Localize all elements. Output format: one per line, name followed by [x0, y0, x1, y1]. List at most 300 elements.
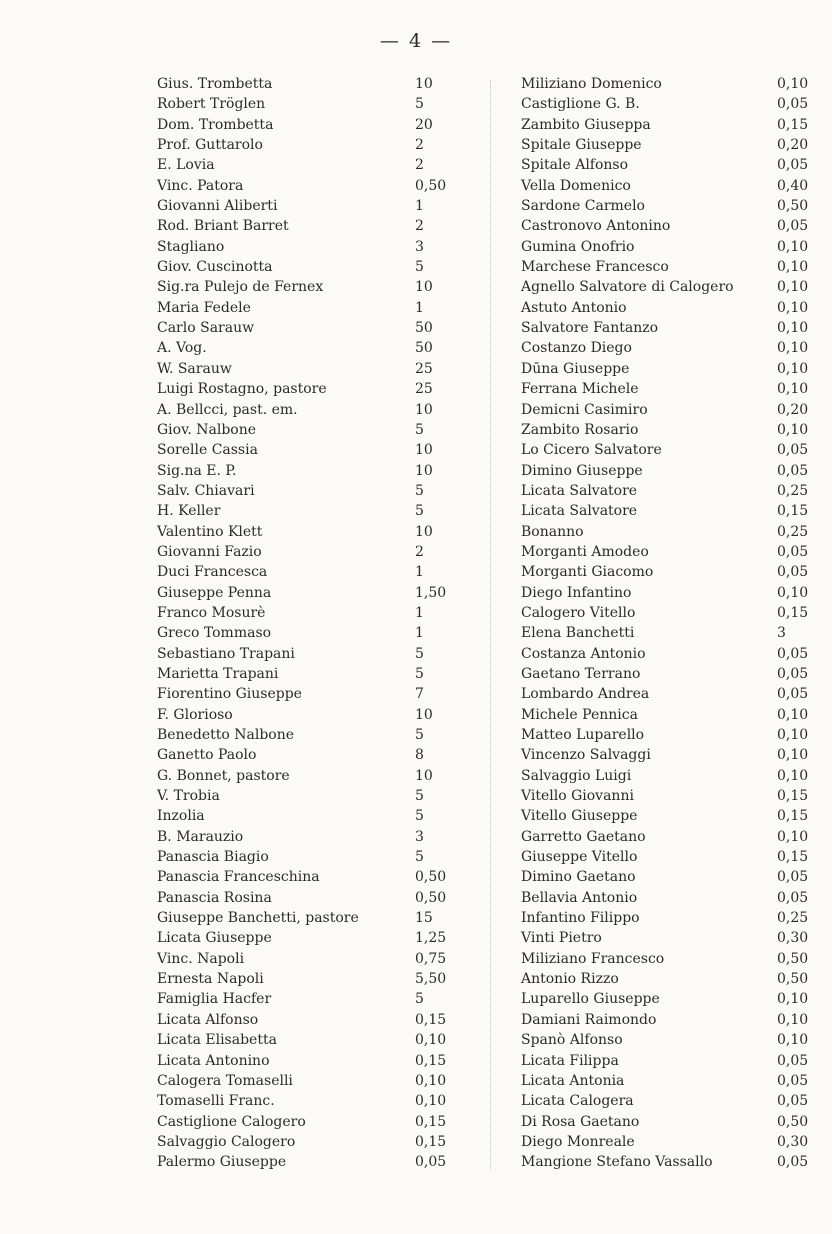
donor-name: Vinc. Napoli: [157, 950, 245, 967]
donor-row: [157, 1152, 457, 1172]
column-divider: [490, 80, 491, 1170]
donation-amount: 0,05: [777, 889, 809, 906]
donor-name: Antonio Rizzo: [521, 971, 619, 988]
donor-row: [157, 1051, 457, 1071]
donor-name: Gius. Trombetta: [157, 76, 273, 92]
donor-row: [157, 888, 457, 908]
donor-name: Miliziano Domenico: [521, 76, 662, 92]
donor-name: Elena Banchetti: [521, 625, 635, 642]
donor-row: [521, 237, 819, 257]
donation-amount: 0,30: [777, 1133, 809, 1150]
donation-amount: 0,10: [777, 747, 809, 764]
donor-row: [157, 684, 457, 704]
donor-name: Panascia Biagio: [157, 849, 269, 866]
donor-row: [157, 949, 457, 969]
donor-name: Spitale Alfonso: [521, 157, 629, 174]
donor-name: Garretto Gaetano: [521, 828, 646, 845]
donor-name: Calogero Vitello: [521, 604, 636, 621]
donor-name: A. Vog.: [157, 340, 207, 357]
donor-name: Astuto Antonio: [521, 299, 627, 316]
donor-name: Giuseppe Vitello: [521, 849, 638, 866]
donor-row: [157, 461, 457, 481]
donation-amount: 10: [415, 279, 433, 296]
donor-row: [521, 908, 819, 928]
donation-amount: 0,15: [415, 1052, 447, 1069]
donor-name: Licata Elisabetta: [157, 1032, 277, 1049]
donor-row: [157, 400, 457, 420]
donation-amount: 0,75: [415, 950, 447, 967]
donor-row: [157, 176, 457, 196]
donor-name: Ganetto Paolo: [157, 747, 257, 764]
donor-row: [521, 379, 819, 399]
donor-name: Castiglione Calogero: [157, 1113, 306, 1130]
donor-row: [157, 318, 457, 338]
donation-amount: 0,15: [777, 503, 809, 520]
donor-name: Giovanni Fazio: [157, 543, 262, 560]
donor-name: W. Sarauw: [157, 360, 232, 377]
donor-name: Spitale Giuseppe: [521, 137, 642, 154]
donor-name: Licata Antonino: [157, 1052, 270, 1069]
donor-name: G. Bonnet, pastore: [157, 767, 290, 784]
donation-amount: 0,15: [777, 788, 809, 805]
donor-row: [521, 542, 819, 562]
donation-amount: 0,05: [777, 564, 809, 581]
donation-amount: 1: [415, 604, 424, 621]
donation-amount: 0,15: [415, 1113, 447, 1130]
donor-row: [157, 827, 457, 847]
donor-name: V. Trobia: [157, 788, 220, 805]
right-column: [521, 74, 819, 1173]
donor-row: [157, 847, 457, 867]
donation-amount: 5: [415, 788, 424, 805]
donation-amount: 1: [415, 198, 424, 215]
donation-amount: 0,15: [777, 808, 809, 825]
donor-row: [157, 989, 457, 1009]
donor-row: [157, 786, 457, 806]
donor-name: Michele Pennica: [521, 706, 638, 723]
donor-name: Dimino Gaetano: [521, 869, 636, 886]
donation-amount: 0,10: [777, 421, 809, 438]
donor-name: Franco Mosurè: [157, 604, 266, 621]
donor-row: [157, 928, 457, 948]
donor-name: Lo Cicero Salvatore: [521, 442, 662, 459]
donation-amount: 10: [415, 442, 433, 459]
donor-row: [157, 664, 457, 684]
donor-name: Giov. Cuscinotta: [157, 259, 273, 276]
donation-amount: 1: [415, 564, 424, 581]
donor-row: [521, 481, 819, 501]
donation-amount: 10: [415, 76, 433, 92]
donation-amount: 0,10: [777, 238, 809, 255]
donation-amount: 0,10: [777, 76, 809, 92]
donation-amount: 2: [415, 543, 424, 560]
donation-amount: 2: [415, 137, 424, 154]
donor-name: Morganti Amodeo: [521, 543, 649, 560]
donor-name: Luparello Giuseppe: [521, 991, 660, 1008]
donor-name: Sorelle Cassia: [157, 442, 258, 459]
donation-amount: 3: [777, 625, 786, 642]
donor-row: [521, 725, 819, 745]
donor-name: Prof. Guttarolo: [157, 137, 263, 154]
donor-name: Salvatore Fantanzo: [521, 320, 659, 337]
donor-name: Luigi Rostagno, pastore: [157, 381, 327, 398]
donor-name: Matteo Luparello: [521, 727, 645, 743]
donor-row: [521, 603, 819, 623]
donation-amount: 0,05: [777, 442, 809, 459]
donor-name: F. Glorioso: [157, 706, 233, 723]
donation-amount: 0,05: [777, 1093, 809, 1110]
donor-row: [521, 1132, 819, 1152]
donor-name: Tomaselli Franc.: [157, 1093, 275, 1110]
donor-row: [157, 1071, 457, 1091]
donor-name: Salvaggio Calogero: [157, 1133, 296, 1150]
donation-amount: 5: [415, 727, 424, 743]
donation-amount: 0,05: [777, 96, 809, 113]
donor-row: [521, 766, 819, 786]
donor-row: [521, 705, 819, 725]
donor-name: Sig.ra Pulejo de Fernex: [157, 279, 324, 296]
donor-row: [521, 298, 819, 318]
donor-row: [521, 684, 819, 704]
donation-amount: 5: [415, 665, 424, 682]
donor-row: [521, 155, 819, 175]
donation-amount: 1,50: [415, 584, 447, 601]
donor-name: Agnello Salvatore di Calogero: [521, 279, 734, 296]
donation-amount: 5: [415, 645, 424, 662]
donor-row: [521, 644, 819, 664]
donor-row: [521, 461, 819, 481]
donation-amount: 3: [415, 828, 424, 845]
donor-name: Giuseppe Penna: [157, 584, 272, 601]
donor-name: Gaetano Terrano: [521, 665, 641, 682]
donor-row: [521, 277, 819, 297]
donor-row: [157, 216, 457, 236]
donation-amount: 1: [415, 299, 424, 316]
donor-row: [157, 338, 457, 358]
donation-amount: 0,50: [415, 869, 447, 886]
donation-amount: 5: [415, 421, 424, 438]
donor-name: Zambito Giuseppa: [521, 116, 651, 133]
donation-amount: 0,05: [777, 869, 809, 886]
donor-row: [157, 644, 457, 664]
donor-name: Sebastiano Trapani: [157, 645, 295, 662]
donor-row: [157, 908, 457, 928]
donor-name: Robert Tröglen: [157, 96, 266, 113]
donor-name: Rod. Briant Barret: [157, 218, 289, 235]
donor-row: [521, 501, 819, 521]
donor-row: [521, 359, 819, 379]
donor-name: Fiorentino Giuseppe: [157, 686, 302, 703]
donor-row: [157, 745, 457, 765]
donor-row: [157, 1132, 457, 1152]
donation-amount: 0,10: [777, 767, 809, 784]
donor-name: Licata Salvatore: [521, 503, 638, 520]
donor-name: Inzolia: [157, 808, 205, 825]
donation-amount: 0,50: [415, 177, 447, 194]
donor-name: Infantino Filippo: [521, 910, 640, 927]
donor-row: [521, 135, 819, 155]
donor-name: Castiglione G. B.: [521, 96, 640, 113]
donor-row: [521, 786, 819, 806]
donor-name: Vella Domenico: [521, 177, 631, 194]
donor-row: [157, 969, 457, 989]
donor-name: Greco Tommaso: [157, 625, 272, 642]
donor-name: Panascia Franceschina: [157, 869, 320, 886]
donor-row: [157, 115, 457, 135]
donation-amount: 0,15: [777, 116, 809, 133]
donation-amount: 0,50: [415, 889, 447, 906]
donor-name: Salvaggio Luigi: [521, 767, 632, 784]
donor-row: [521, 1030, 819, 1050]
donor-name: Marietta Trapani: [157, 665, 279, 682]
donor-row: [521, 623, 819, 643]
donor-row: [157, 1091, 457, 1111]
donor-name: Vincenzo Salvaggi: [521, 747, 651, 764]
donor-row: [521, 420, 819, 440]
donation-amount: 0,10: [777, 584, 809, 601]
donor-row: [157, 725, 457, 745]
donor-name: Licata Salvatore: [521, 482, 638, 499]
donation-amount: 10: [415, 401, 433, 418]
donor-name: Giuseppe Banchetti, pastore: [157, 910, 359, 927]
donation-amount: 0,05: [777, 665, 809, 682]
donation-amount: 0,10: [777, 320, 809, 337]
donation-amount: 3: [415, 238, 424, 255]
donation-amount: 0,50: [777, 971, 809, 988]
donor-name: Carlo Sarauw: [157, 320, 255, 337]
donation-amount: 0,05: [777, 645, 809, 662]
donor-name: Giov. Nalbone: [157, 421, 257, 438]
donor-row: [521, 888, 819, 908]
donation-amount: 5: [415, 482, 424, 499]
donation-amount: 0,20: [777, 401, 809, 418]
donor-name: Salv. Chiavari: [157, 482, 255, 499]
donor-row: [521, 989, 819, 1009]
donor-row: [521, 583, 819, 603]
donor-name: Dimino Giuseppe: [521, 462, 643, 479]
donor-row: [521, 1091, 819, 1111]
donor-name: Marchese Francesco: [521, 259, 669, 276]
donation-amount: 0,05: [777, 1052, 809, 1069]
donor-name: Calogera Tomaselli: [157, 1072, 293, 1089]
donor-row: [157, 501, 457, 521]
donor-name: Diego Infantino: [521, 584, 632, 601]
donor-name: Stagliano: [157, 238, 225, 255]
donation-amount: 0,05: [777, 157, 809, 174]
donation-amount: 0,10: [415, 1093, 447, 1110]
donation-amount: 10: [415, 523, 433, 540]
donor-row: [521, 949, 819, 969]
donor-name: E. Lovia: [157, 157, 215, 174]
donor-name: Vinc. Patora: [157, 177, 244, 194]
donation-amount: 10: [415, 462, 433, 479]
donor-row: [157, 1010, 457, 1030]
donor-row: [157, 277, 457, 297]
donor-row: [521, 1051, 819, 1071]
donation-amount: 0,10: [777, 1032, 809, 1049]
donor-name: Benedetto Nalbone: [157, 727, 295, 743]
donor-row: [157, 94, 457, 114]
donor-row: [157, 359, 457, 379]
donor-row: [521, 94, 819, 114]
donation-amount: 0,05: [415, 1154, 447, 1171]
donation-amount: 0,05: [777, 543, 809, 560]
donor-row: [521, 400, 819, 420]
donor-name: Vitello Giuseppe: [521, 808, 638, 825]
donor-name: Di Rosa Gaetano: [521, 1113, 640, 1130]
donor-row: [157, 155, 457, 175]
donor-name: Dom. Trombetta: [157, 116, 274, 133]
donor-name: Giovanni Aliberti: [157, 198, 278, 215]
donor-row: [521, 969, 819, 989]
donor-row: [157, 237, 457, 257]
donation-amount: 5: [415, 96, 424, 113]
donor-name: Licata Calogera: [521, 1093, 634, 1110]
donor-row: [521, 522, 819, 542]
donation-amount: 0,50: [777, 950, 809, 967]
donation-amount: 0,10: [777, 259, 809, 276]
donation-amount: 0,25: [777, 910, 809, 927]
donation-amount: 10: [415, 767, 433, 784]
donor-name: Valentino Klett: [157, 523, 263, 540]
donation-amount: 0,50: [777, 198, 809, 215]
donor-row: [521, 257, 819, 277]
donor-name: Licata Giuseppe: [157, 930, 272, 947]
donor-name: Licata Alfonso: [157, 1011, 259, 1028]
donor-row: [521, 1152, 819, 1172]
donor-name: Licata Filippa: [521, 1052, 619, 1069]
donor-row: [157, 379, 457, 399]
donor-row: [521, 562, 819, 582]
donor-row: [521, 74, 819, 94]
donor-row: [521, 847, 819, 867]
donor-row: [157, 298, 457, 318]
donation-amount: 0,10: [777, 706, 809, 723]
donor-name: Sardone Carmelo: [521, 198, 645, 215]
donation-amount: 15: [415, 910, 433, 927]
donor-row: [521, 216, 819, 236]
donor-row: [157, 623, 457, 643]
donor-name: Castronovo Antonino: [521, 218, 671, 235]
donor-name: Gumina Onofrio: [521, 238, 635, 255]
donor-row: [157, 705, 457, 725]
donation-amount: 0,10: [777, 279, 809, 296]
donor-row: [157, 135, 457, 155]
donation-amount: 8: [415, 747, 424, 764]
donor-row: [521, 1010, 819, 1030]
donation-amount: 0,10: [777, 828, 809, 845]
donation-amount: 0,10: [777, 1011, 809, 1028]
donation-amount: 0,30: [777, 930, 809, 947]
donation-amount: 0,25: [777, 482, 809, 499]
donor-name: Damiani Raimondo: [521, 1011, 657, 1028]
donation-amount: 0,10: [777, 299, 809, 316]
donor-row: [521, 867, 819, 887]
donation-amount: 0,05: [777, 1072, 809, 1089]
donation-amount: 0,10: [415, 1032, 447, 1049]
donor-row: [521, 1071, 819, 1091]
donation-amount: 0,10: [777, 991, 809, 1008]
donation-amount: 0,10: [415, 1072, 447, 1089]
donor-row: [521, 115, 819, 135]
donor-name: Bonanno: [521, 523, 584, 540]
donor-row: [521, 664, 819, 684]
donation-amount: 20: [415, 116, 433, 133]
donation-amount: 0,20: [777, 137, 809, 154]
donation-amount: 0,40: [777, 177, 809, 194]
page-number: — 4 —: [379, 30, 453, 52]
donation-amount: 0,50: [777, 1113, 809, 1130]
donor-name: Bellavia Antonio: [521, 889, 638, 906]
left-column: [157, 74, 457, 1173]
donor-name: Costanza Antonio: [521, 645, 646, 662]
donation-amount: 0,05: [777, 462, 809, 479]
donor-row: [157, 603, 457, 623]
donor-name: Demicni Casimiro: [521, 401, 648, 418]
donation-amount: 50: [415, 340, 433, 357]
donation-amount: 0,15: [777, 849, 809, 866]
donation-amount: 0,05: [777, 1154, 809, 1171]
donor-row: [157, 74, 457, 94]
donation-amount: 5,50: [415, 971, 447, 988]
donor-name: Morganti Giacomo: [521, 564, 654, 581]
donor-name: Licata Antonia: [521, 1072, 625, 1089]
donor-row: [157, 542, 457, 562]
donation-amount: 25: [415, 360, 433, 377]
donation-amount: 0,15: [777, 604, 809, 621]
donor-name: Mangione Stefano Vassallo: [521, 1154, 713, 1171]
donation-amount: 5: [415, 991, 424, 1008]
donor-name: Diego Monreale: [521, 1133, 635, 1150]
donor-name: Panascia Rosina: [157, 889, 272, 906]
donation-amount: 0,05: [777, 218, 809, 235]
donation-amount: 0,10: [777, 727, 809, 743]
donor-name: Famiglia Hacfer: [157, 991, 272, 1008]
donor-row: [521, 1112, 819, 1132]
donor-name: Dūna Giuseppe: [521, 360, 630, 377]
donor-row: [157, 867, 457, 887]
donation-amount: 7: [415, 686, 424, 703]
donation-amount: 50: [415, 320, 433, 337]
donation-amount: 1: [415, 625, 424, 642]
donation-amount: 0,15: [415, 1011, 447, 1028]
donor-name: Maria Fedele: [157, 299, 251, 316]
donor-name: Duci Francesca: [157, 564, 268, 581]
donation-amount: 2: [415, 157, 424, 174]
donor-name: A. Bellcci, past. em.: [157, 401, 298, 418]
donor-row: [521, 440, 819, 460]
donor-row: [157, 481, 457, 501]
donor-name: Spanò Alfonso: [521, 1032, 623, 1049]
donation-amount: 0,10: [777, 381, 809, 398]
donor-name: Sig.na E. P.: [157, 462, 237, 479]
donor-row: [521, 928, 819, 948]
donation-amount: 10: [415, 706, 433, 723]
donor-name: Vitello Giovanni: [521, 788, 634, 805]
donor-row: [157, 806, 457, 826]
donation-amount: 0,10: [777, 360, 809, 377]
donation-amount: 1,25: [415, 930, 447, 947]
donation-amount: 0,25: [777, 523, 809, 540]
donor-name: Palermo Giuseppe: [157, 1154, 287, 1171]
donor-row: [157, 766, 457, 786]
donation-amount: 5: [415, 808, 424, 825]
donation-amount: 2: [415, 218, 424, 235]
donor-row: [157, 1112, 457, 1132]
donor-name: B. Marauzio: [157, 828, 244, 845]
donation-amount: 5: [415, 503, 424, 520]
donor-name: H. Keller: [157, 503, 221, 520]
